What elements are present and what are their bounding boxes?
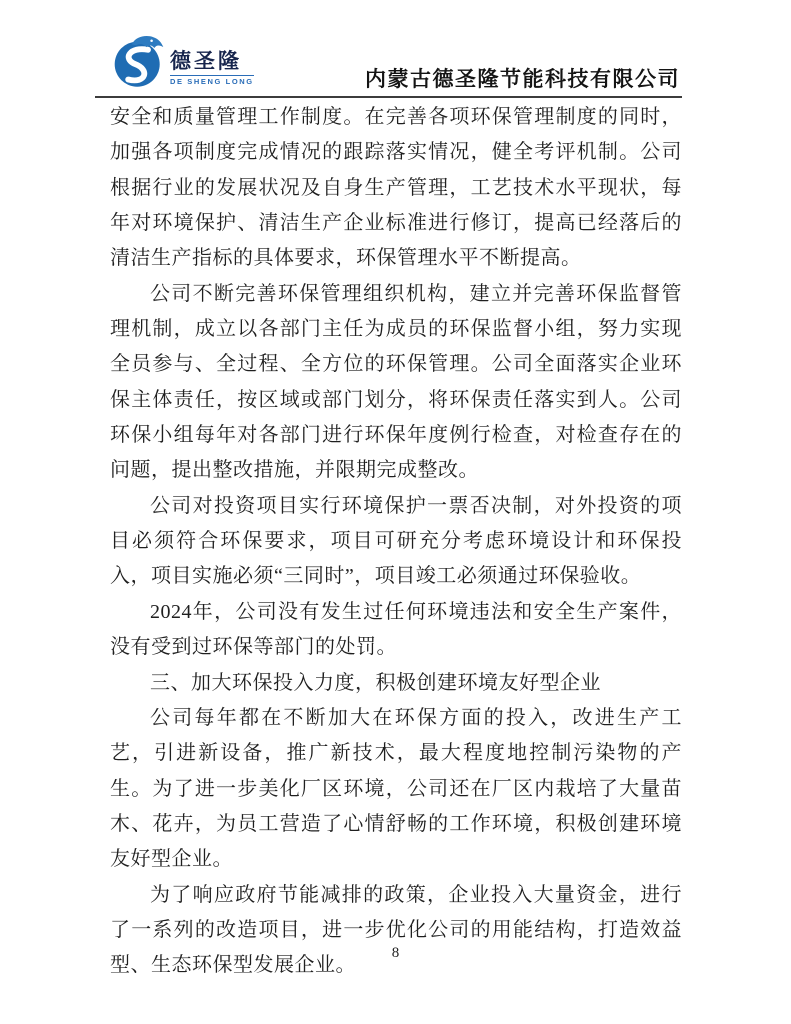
- logo-text: [170, 51, 254, 86]
- paragraph: 为了响应政府节能减排的政策，企业投入大量资金，进行了一系列的改造项目，进一步优化公司的用能结构，打造效益型、生态环保型发展企业。: [110, 883, 682, 977]
- dragon-s-logo-icon: [112, 33, 166, 90]
- section-heading: 三、加大环保投入力度，积极创建环境友好型企业: [150, 671, 601, 694]
- logo-name-english: DE SHENG LONG: [170, 77, 254, 87]
- logo-name-chinese: 德圣隆: [170, 50, 242, 74]
- company-name-header: 内蒙古德圣隆节能科技有限公司: [365, 67, 680, 91]
- paragraph-continued: 安全和质量管理工作制度。在完善各项环保管理制度的同时，加强各项制度完成情况的跟踪落实情况，健全考评机制。公司根据行业的发展状况及自身生产管理，工艺技术水平现状，每年对环境保护、清洁生产企业标准进行修订，提高已经落后的清洁生产指标的具体要求，环保管理水平不断提高。: [110, 106, 682, 270]
- paragraph: 2024年，公司没有发生过任何环境违法和安全生产案件，没有受到过环保等部门的处罚。: [110, 600, 682, 659]
- paragraph: 公司对投资项目实行环境保护一票否决制，对外投资的项目必须符合环保要求，项目可研充分考虑环境设计和环保投入，项目实施必须“三同时”，项目竣工必须通过环保验收。: [110, 494, 682, 588]
- company-logo: [112, 33, 254, 90]
- document-body: [110, 100, 682, 984]
- header-divider: [95, 96, 682, 98]
- paragraph: 公司每年都在不断加大在环保方面的投入，改进生产工艺，引进新设备，推广新技术，最大程度地控制污染物的产生。为了进一步美化厂区环境，公司还在厂区内栽培了大量苗木、花卉，为员工营造了心情舒畅的工作环境，积极创建环境友好型企业。: [110, 706, 682, 871]
- page-number: 8: [391, 945, 400, 961]
- paragraph: 公司不断完善环保管理组织机构，建立并完善环保监督管理机制，成立以各部门主任为成员的环保监督小组，努力实现全员参与、全过程、全方位的环保管理。公司全面落实企业环保主体责任，按区域或部门划分，将环保责任落实到人。公司环保小组每年对各部门进行环保年度例行检查，对检查存在的问题，提出整改措施，并限期完成整改。: [110, 282, 682, 482]
